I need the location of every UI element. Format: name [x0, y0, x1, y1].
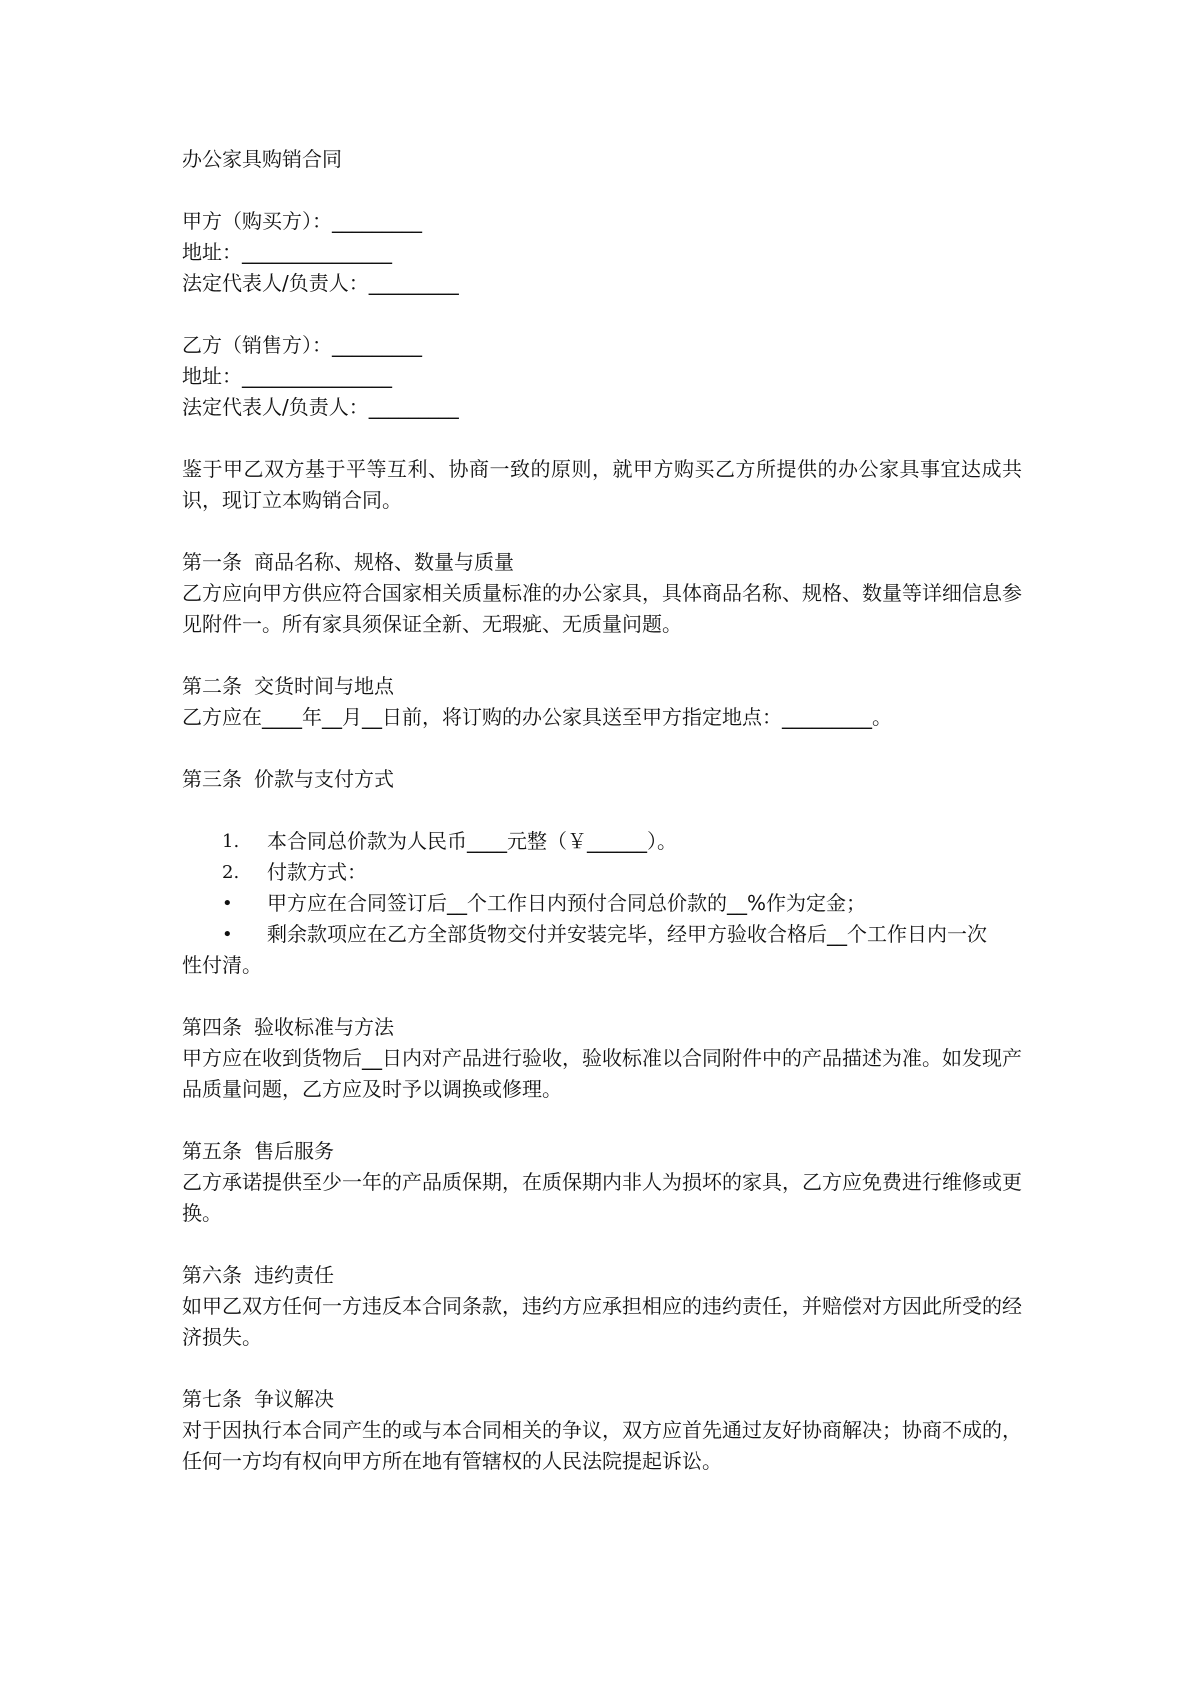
list-marker: 2.	[222, 862, 240, 883]
article-4	[182, 1012, 1022, 1105]
preamble: 鉴于甲乙双方基于平等互利、协商一致的原则，就甲方购买乙方所提供的办公家具事宜达成共识，现订立本购销合同。	[182, 457, 1022, 512]
article-title: 售后服务	[254, 1139, 334, 1163]
article-title: 违约责任	[254, 1263, 334, 1287]
party-a-address: 地址：_______________	[182, 240, 392, 264]
party-b-address: 地址：_______________	[182, 364, 392, 388]
article-heading	[182, 547, 1022, 578]
party-a-representative: 法定代表人/负责人：_________	[182, 271, 459, 295]
party-b-representative: 法定代表人/负责人：_________	[182, 395, 459, 419]
list-item-text: 甲方应在合同签订后__个工作日内预付合同总价款的__%作为定金；	[267, 891, 867, 915]
article-heading	[182, 1260, 1022, 1291]
article-heading	[182, 1136, 1022, 1167]
article-title: 价款与支付方式	[254, 767, 394, 791]
article-title: 商品名称、规格、数量与质量	[254, 550, 514, 574]
list-item	[222, 857, 1022, 888]
article-number: 第五条	[182, 1139, 242, 1163]
article-number: 第六条	[182, 1263, 242, 1287]
bullet-marker: •	[222, 924, 233, 945]
article-body: 甲方应在收到货物后__日内对产品进行验收，验收标准以合同附件中的产品描述为准。如发现产品质量问题，乙方应及时予以调换或修理。	[182, 1046, 1022, 1101]
article-heading	[182, 671, 1022, 702]
article-5	[182, 1136, 1022, 1229]
article-3	[182, 764, 1022, 981]
list-item-text: 本合同总价款为人民币____元整（￥______）。	[267, 829, 677, 853]
document-title: 办公家具购销合同	[182, 147, 342, 171]
article-body: 对于因执行本合同产生的或与本合同相关的争议，双方应首先通过友好协商解决；协商不成的，任何一方均有权向甲方所在地有管辖权的人民法院提起诉讼。	[182, 1418, 1022, 1473]
article-heading	[182, 1384, 1022, 1415]
list-item-text: 付款方式：	[267, 860, 367, 884]
list-item-continuation: 性付清。	[182, 953, 262, 977]
list-item	[222, 919, 1022, 950]
article-title: 争议解决	[254, 1387, 334, 1411]
list-marker: 1.	[222, 831, 240, 852]
article-6	[182, 1260, 1022, 1353]
article-number: 第三条	[182, 767, 242, 791]
article-7	[182, 1384, 1022, 1477]
article-body: 乙方应向甲方供应符合国家相关质量标准的办公家具，具体商品名称、规格、数量等详细信息参见附件一。所有家具须保证全新、无瑕疵、无质量问题。	[182, 581, 1022, 636]
list-item	[222, 888, 1022, 919]
article-number: 第一条	[182, 550, 242, 574]
bullet-marker: •	[222, 893, 233, 914]
article-title: 交货时间与地点	[254, 674, 394, 698]
article-number: 第四条	[182, 1015, 242, 1039]
article-body: 乙方应在____年__月__日前，将订购的办公家具送至甲方指定地点：_________。	[182, 705, 892, 729]
article-body: 乙方承诺提供至少一年的产品质保期，在质保期内非人为损坏的家具，乙方应免费进行维修或更换。	[182, 1170, 1022, 1225]
article-number: 第七条	[182, 1387, 242, 1411]
party-a-name: 甲方（购买方）：_________	[182, 209, 422, 233]
list-item-text: 剩余款项应在乙方全部货物交付并安装完毕，经甲方验收合格后__个工作日内一次	[267, 922, 987, 946]
list-item	[222, 826, 1022, 857]
party-b-name: 乙方（销售方）：_________	[182, 333, 422, 357]
contract-document	[182, 144, 1022, 1477]
payment-list	[222, 826, 1022, 950]
article-number: 第二条	[182, 674, 242, 698]
article-2	[182, 671, 1022, 733]
article-title: 验收标准与方法	[254, 1015, 394, 1039]
party-b-block	[182, 330, 1022, 423]
article-heading	[182, 764, 1022, 795]
party-a-block	[182, 206, 1022, 299]
article-heading	[182, 1012, 1022, 1043]
article-body: 如甲乙双方任何一方违反本合同条款，违约方应承担相应的违约责任，并赔偿对方因此所受的经济损失。	[182, 1294, 1022, 1349]
article-1	[182, 547, 1022, 640]
